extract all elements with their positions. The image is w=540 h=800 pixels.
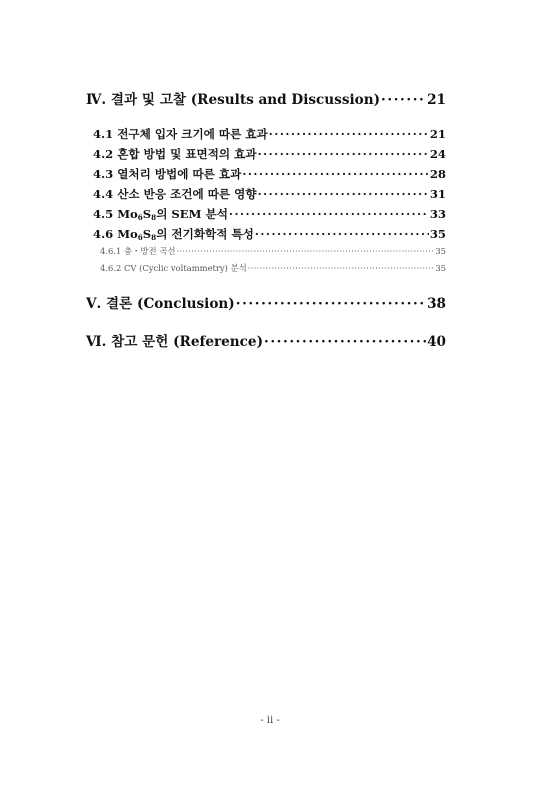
toc-section-4-2[interactable] [93, 146, 446, 162]
toc-section-4-6-label [93, 226, 254, 242]
toc-section-4-4[interactable] [93, 186, 446, 202]
toc-chapter-5-label: Ⅴ. 결론 (Conclusion) [86, 296, 235, 312]
toc-section-4-4-label: 4.4 산소 반응 조건에 따른 영향 [93, 187, 257, 201]
toc-section-4-3[interactable] [93, 166, 446, 182]
dot-leader [269, 127, 429, 141]
dot-leader [242, 167, 429, 181]
dot-leader [248, 263, 435, 273]
toc-subsection-4-6-2-label: 4.6.2 CV (Cyclic voltammetry) 분석 [100, 263, 247, 273]
toc-section-4-1[interactable] [93, 126, 446, 142]
dot-leader [381, 92, 426, 108]
toc-section-4-2-page: 24 [429, 147, 446, 161]
toc-section-4-3-page: 28 [429, 167, 446, 181]
dot-leader [258, 187, 429, 201]
toc-section-4-3-label: 4.3 열처리 방법에 따른 효과 [93, 167, 242, 181]
toc-section-4-6-page: 35 [429, 227, 446, 241]
formula-subscript: 6 [137, 232, 143, 242]
toc-chapter-4-page: 21 [427, 92, 446, 108]
toc-chapter-5-page: 38 [427, 296, 446, 312]
toc-subsection-4-6-1-page: 35 [435, 246, 446, 256]
toc-chapter-4-label: Ⅳ. 결과 및 고찰 (Results and Discussion) [86, 92, 381, 108]
toc-section-4-5-page: 33 [429, 207, 446, 221]
toc-chapter-4[interactable] [86, 88, 446, 108]
toc-section-4-4-page: 31 [429, 187, 446, 201]
toc-section-4-1-label: 4.1 전구체 입자 크기에 따른 효과 [93, 127, 268, 141]
toc-chapter-5[interactable] [86, 292, 446, 312]
label-suffix: 의 SEM 분석 [156, 207, 228, 221]
formula-subscript: 6 [137, 212, 143, 222]
dot-leader [255, 227, 429, 241]
formula-subscript: 8 [151, 232, 157, 242]
formula-subscript: 8 [151, 212, 157, 222]
toc-section-4-1-page: 21 [429, 127, 446, 141]
dot-leader [229, 207, 429, 221]
toc-subsection-4-6-2[interactable] [100, 262, 446, 274]
toc-section-4-5[interactable] [93, 206, 446, 222]
label-suffix: 의 전기화학적 특성 [156, 227, 254, 241]
dot-leader [258, 147, 429, 161]
toc-section-4-6[interactable] [93, 226, 446, 242]
formula-prefix: 4.5 Mo [93, 207, 138, 221]
toc-subsection-4-6-2-page: 35 [435, 263, 446, 273]
toc-subsection-4-6-1-label: 4.6.1 충・방전 곡선 [100, 246, 176, 256]
dot-leader [264, 334, 426, 350]
dot-leader [176, 246, 434, 256]
toc-chapter-6-label: Ⅵ. 참고 문헌 (Reference) [86, 334, 264, 350]
toc-chapter-6-page: 40 [427, 334, 446, 350]
formula-prefix: 4.6 Mo [93, 227, 138, 241]
toc-section-4-5-label [93, 206, 228, 222]
dot-leader [236, 296, 426, 312]
formula-mid: S [142, 227, 152, 241]
toc-chapter-6[interactable] [86, 330, 446, 350]
page-number: - ii - [260, 715, 280, 726]
formula-mid: S [142, 207, 152, 221]
toc-section-4-2-label: 4.2 혼합 방법 및 표면적의 효과 [93, 147, 257, 161]
toc-subsection-4-6-1[interactable] [100, 245, 446, 257]
